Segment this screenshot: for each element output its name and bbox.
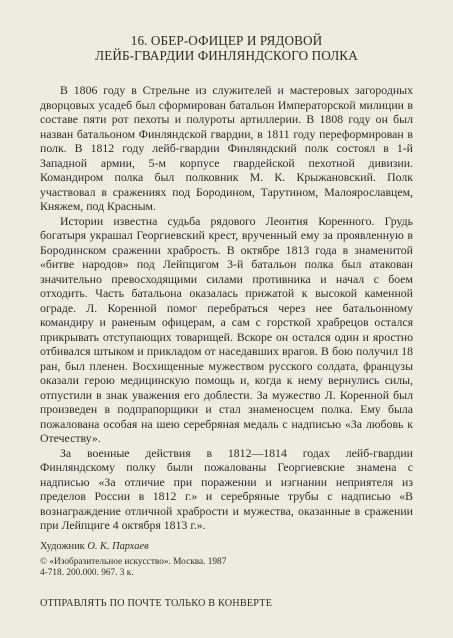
artist-name: О. К. Пархаев [87, 541, 149, 552]
artist-label: Художник [40, 541, 85, 552]
mailing-notice: ОТПРАВЛЯТЬ ПО ПОЧТЕ ТОЛЬКО В КОНВЕРТЕ [40, 598, 273, 609]
credits-block [40, 541, 413, 580]
title-line-1: 16. ОБЕР-ОФИЦЕР И РЯДОВОЙ [130, 33, 323, 48]
paragraph-korennoy: Истории известна судьба рядового Леонтия Коренного. Грудь богатыря украшал Георгиевский крест, врученный ему за проявленную в Бородинском сражении храбрость. В октябре 1813 года в знаменитой «битве народов» под Лейпцигом 3-й батальон полка был атакован значительно превосходящими силами противника и начал с боем отходить. Часть батальона оказалась прижатой к высокой каменной ограде. Л. Коренной помог перебраться через нее батальонному командиру и раненым офицерам, а сам с горсткой храбрецов остался прикрывать отступающих товарищей. Вскоре он остался один и яростно отбивался штыком и прикладом от наседавших врагов. В бою получил 18 ран, был пленен. Восхищенные мужеством русского солдата, французы оказали герою медицинскую помощь и, когда к нему вернулись силы, отпустили в знак уважения его доблести. За мужество Л. Коренной был произведен в подпрапорщики и стал знаменосцем полка. Ему была пожалована особая на шею серебряная медаль с надписью «За любовь к Отечеству». [40, 213, 413, 445]
paragraph-history: В 1806 году в Стрельне из служителей и мастеровых загородных дворцовых усадеб был сформирован батальон Императорской милиции в составе пяти рот пехоты и полуроты артиллерии. В 1808 году он был назван батальоном Финляндской гвардии, в 1811 году переформирован в полк. В 1812 году лейб-гвардии Финляндский полк состоял в 1-й Западной армии, 5-м корпусе гвардейской пехотной дивизии. Командиром полка был полковник М. К. Крыжановский. Полк участвовал в сражениях под Бородином, Тарутином, Малоярославцем, Княжем, под Красным. [40, 83, 413, 213]
article-body [40, 83, 413, 533]
copyright-line: © «Изобразительное искусство». Москва. 1987 [40, 556, 227, 567]
paragraph-awards: За военные действия в 1812—1814 годах лейб-гвардии Финляндскому полку были пожалованы Георгиевские знамена с надписью «За отличие при поражении и изгнании неприятеля из пределов России в 1812 г.» и серебряные трубы с надписью «В вознаграждение отличной храбрости и мужества, оказанные в сражении при Лейпциге 4 октября 1813 г.». [40, 445, 413, 532]
print-info-line: 4-718. 200.000. 967. 3 к. [40, 568, 134, 578]
artist-credit [40, 541, 413, 554]
title-line-2: ЛЕЙБ-ГВАРДИИ ФИНЛЯНДСКОГО ПОЛКА [95, 48, 358, 63]
page-title [40, 33, 413, 63]
